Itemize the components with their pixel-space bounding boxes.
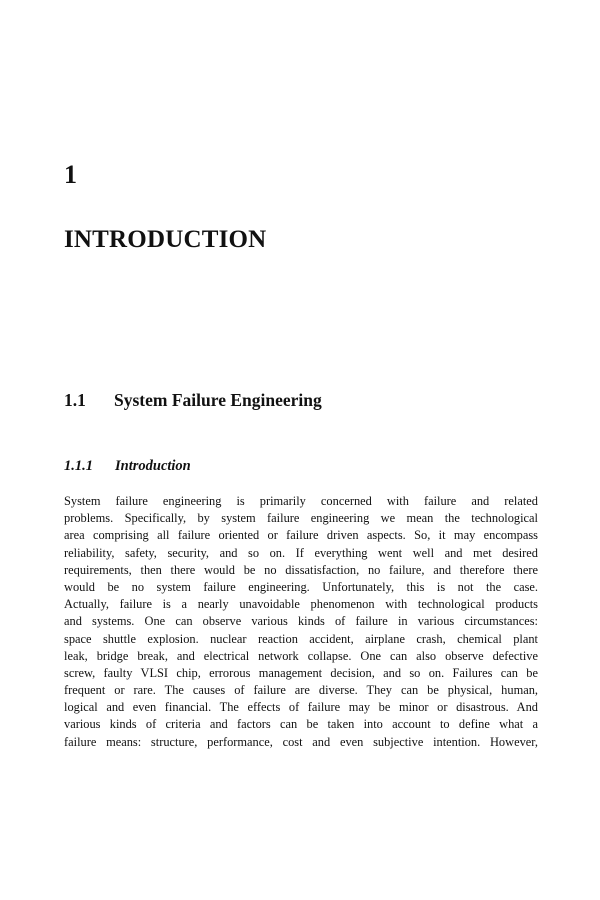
section-title: System Failure Engineering	[114, 390, 322, 410]
body-line: various kinds of criteria and factors can be taken into account to define what a	[64, 717, 538, 732]
subsection-title: Introduction	[115, 458, 191, 474]
section-number: 1.1	[64, 390, 86, 410]
body-line: reliability, safety, security, and so on. If everything went well and met desired	[64, 545, 538, 560]
body-line: and systems. One can observe various kinds of failure in various circumstances:	[64, 614, 538, 629]
body-line: would be no system failure engineering. Unfortunately, this is not the case.	[64, 579, 538, 594]
body-line: requirements, then there would be no dissatisfaction, no failure, and therefore there	[64, 562, 538, 577]
body-line: frequent or rare. The causes of failure are diverse. They can be physical, human,	[64, 683, 538, 698]
section-heading	[64, 389, 322, 411]
body-line: space shuttle explosion. nuclear reaction accident, airplane crash, chemical plant	[64, 631, 538, 646]
body-line: System failure engineering is primarily concerned with failure and related	[64, 494, 538, 508]
chapter-number: 1	[64, 160, 77, 189]
body-line: logical and even financial. The effects of failure may be minor or disastrous. And	[64, 700, 538, 715]
subsection-heading	[64, 457, 191, 475]
body-line: leak, bridge break, and electrical network collapse. One can also observe defective	[64, 648, 538, 663]
body-line: area comprising all failure oriented or failure driven aspects. So, it may encompass	[64, 528, 538, 543]
body-line: screw, faulty VLSI chip, errorous management decision, and so on. Failures can be	[64, 665, 538, 680]
chapter-title: INTRODUCTION	[64, 226, 267, 253]
subsection-number: 1.1.1	[64, 458, 93, 474]
body-line: failure means: structure, performance, cost and even subjective intention. However,	[64, 734, 538, 749]
body-paragraph	[64, 493, 538, 751]
body-line: problems. Specifically, by system failure engineering we mean the technological	[64, 511, 538, 526]
body-line: Actually, failure is a nearly unavoidable phenomenon with technological products	[64, 597, 538, 612]
